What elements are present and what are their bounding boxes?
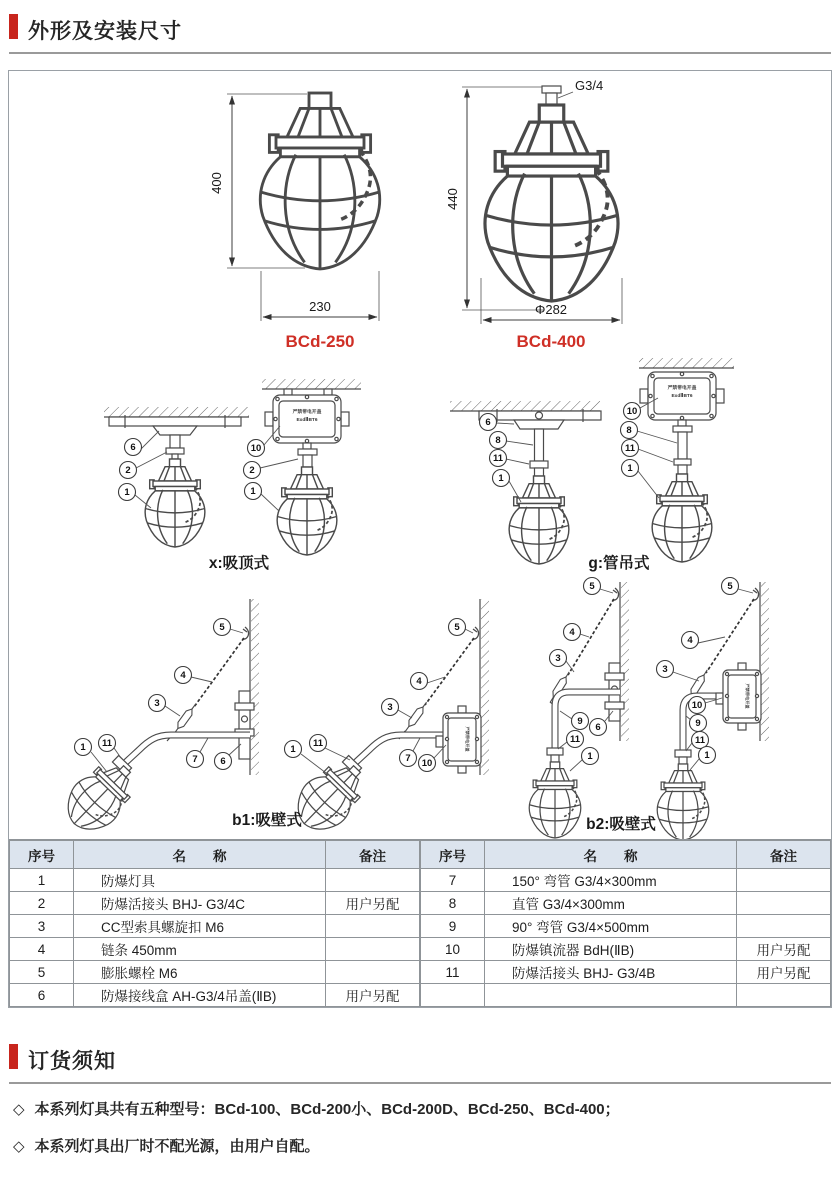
dim-height-250: 400 — [209, 172, 224, 194]
col-header-name: 名 称 — [74, 841, 326, 869]
callout-1 — [493, 470, 510, 487]
technical-drawings — [9, 71, 831, 839]
part-name: 防爆灯具 — [74, 869, 326, 892]
table-row — [421, 961, 831, 984]
svg-text:5: 5 — [219, 622, 225, 634]
part-note — [326, 938, 420, 961]
callout-11 — [692, 732, 709, 749]
warning-line2: ExdⅡBT6 — [671, 394, 693, 399]
table-header-row — [421, 841, 831, 869]
callout-7 — [400, 750, 417, 767]
part-note: 用户另配 — [737, 961, 831, 984]
callout-6 — [480, 414, 497, 431]
svg-text:3: 3 — [154, 698, 160, 710]
callout-1 — [285, 741, 302, 758]
diamond-bullet-icon: ◇ — [13, 1138, 25, 1155]
part-note — [737, 869, 831, 892]
svg-text:1: 1 — [290, 744, 296, 756]
callout-3 — [149, 695, 166, 712]
callout-3 — [382, 699, 399, 716]
warning-line1: 严禁带电开盖 — [667, 386, 697, 391]
table-row — [10, 869, 420, 892]
svg-text:11: 11 — [569, 734, 581, 746]
callout-10 — [624, 403, 641, 420]
part-no: 10 — [421, 938, 485, 961]
callouts-b2-left — [550, 578, 614, 772]
callout-8 — [490, 432, 507, 449]
table-row — [10, 961, 420, 984]
callout-1 — [622, 460, 639, 477]
part-note — [326, 915, 420, 938]
callout-5 — [449, 619, 466, 636]
svg-text:6: 6 — [130, 442, 136, 454]
dimensions-section-header — [9, 12, 831, 54]
warning-line1: 严禁带电开盖 — [292, 410, 322, 415]
section-accent-bar — [9, 1044, 18, 1069]
model-label-bcd-250: BCd-250 — [285, 332, 355, 351]
table-row — [10, 984, 420, 1007]
callout-1 — [119, 484, 136, 501]
callout-8 — [621, 422, 638, 439]
mount-g-label: g:管吊式 — [588, 555, 650, 572]
model-label-bcd-400: BCd-400 — [516, 332, 586, 351]
svg-text:1: 1 — [124, 487, 130, 499]
callout-6 — [590, 719, 607, 736]
mount-x-right — [262, 379, 361, 555]
svg-text:9: 9 — [577, 716, 583, 728]
ordering-notes — [9, 1098, 831, 1198]
ordering-note-1 — [13, 1098, 831, 1119]
svg-text:11: 11 — [101, 738, 113, 750]
part-name: 90° 弯管 G3/4×500mm — [485, 915, 737, 938]
callout-4 — [411, 673, 428, 690]
ordering-section-header — [9, 1042, 831, 1084]
mount-b2-right — [657, 582, 769, 839]
part-no: 1 — [10, 869, 74, 892]
warning-line2: ExdⅡBT6 — [296, 418, 318, 423]
col-header-no: 序号 — [421, 841, 485, 869]
table-row — [421, 938, 831, 961]
svg-text:11: 11 — [624, 443, 636, 455]
callouts-b1-left — [75, 619, 244, 773]
callout-3 — [657, 661, 674, 678]
svg-text:8: 8 — [626, 425, 632, 437]
svg-text:1: 1 — [587, 751, 593, 763]
svg-text:5: 5 — [454, 622, 460, 634]
parts-table-right — [420, 840, 831, 1007]
parts-table-left — [9, 840, 420, 1007]
callout-11 — [99, 735, 116, 752]
svg-text:1: 1 — [80, 742, 86, 754]
part-no: 3 — [10, 915, 74, 938]
part-name: 防爆活接头 BHJ- G3/4B — [485, 961, 737, 984]
ordering-note-2 — [13, 1135, 831, 1156]
callout-10 — [689, 697, 706, 714]
svg-text:8: 8 — [495, 435, 501, 447]
svg-text:10: 10 — [250, 443, 262, 455]
part-no: 7 — [421, 869, 485, 892]
svg-text:3: 3 — [387, 702, 393, 714]
part-note — [737, 915, 831, 938]
dim-height-400: 440 — [445, 188, 460, 210]
col-header-note: 备注 — [737, 841, 831, 869]
callout-5 — [584, 578, 601, 595]
part-no — [421, 984, 485, 1007]
part-note: 用户另配 — [737, 938, 831, 961]
part-name: 直管 G3/4×300mm — [485, 892, 737, 915]
parts-tables — [9, 839, 831, 1007]
callout-7 — [187, 751, 204, 768]
callout-5 — [722, 578, 739, 595]
table-row — [421, 915, 831, 938]
callout-1 — [699, 747, 716, 764]
callout-4 — [175, 667, 192, 684]
section-accent-bar — [9, 14, 18, 39]
callout-6 — [215, 753, 232, 770]
mount-g-left — [450, 401, 601, 564]
svg-text:5: 5 — [589, 581, 595, 593]
part-note: 用户另配 — [326, 984, 420, 1007]
col-header-no: 序号 — [10, 841, 74, 869]
svg-text:1: 1 — [498, 473, 504, 485]
page-title: 外形及安装尺寸 — [28, 20, 182, 43]
svg-text:10: 10 — [691, 700, 703, 712]
svg-text:3: 3 — [555, 653, 561, 665]
part-no: 2 — [10, 892, 74, 915]
part-name: 防爆活接头 BHJ- G3/4C — [74, 892, 326, 915]
svg-text:10: 10 — [626, 406, 638, 418]
part-no: 6 — [10, 984, 74, 1007]
note-text: 本系列灯具出厂时不配光源，由用户自配。 — [34, 1138, 320, 1155]
callout-6 — [125, 439, 142, 456]
diamond-bullet-icon: ◇ — [13, 1101, 25, 1118]
callout-3 — [550, 650, 567, 667]
svg-text:11: 11 — [312, 738, 324, 750]
drawing-frame — [8, 70, 832, 1008]
part-name: 150° 弯管 G3/4×300mm — [485, 869, 737, 892]
svg-text:6: 6 — [595, 722, 601, 734]
callout-10 — [419, 755, 436, 772]
warning-line1: 严禁带电开盖 — [465, 726, 470, 752]
callout-9 — [572, 713, 589, 730]
callout-4 — [564, 624, 581, 641]
svg-text:4: 4 — [180, 670, 186, 682]
part-no: 8 — [421, 892, 485, 915]
bcd-400-drawing — [445, 78, 622, 351]
callout-2 — [120, 462, 137, 479]
warning-line1: 严禁带电开盖 — [745, 683, 750, 709]
svg-text:2: 2 — [249, 465, 255, 477]
part-note — [737, 984, 831, 1007]
table-row — [421, 869, 831, 892]
part-no: 4 — [10, 938, 74, 961]
part-no: 9 — [421, 915, 485, 938]
ordering-title: 订货须知 — [28, 1050, 116, 1073]
callout-9 — [690, 715, 707, 732]
callout-5 — [214, 619, 231, 636]
svg-text:7: 7 — [192, 754, 198, 766]
callout-10 — [248, 440, 265, 457]
dim-width-400: Φ282 — [534, 302, 568, 317]
part-name: 膨胀螺栓 M6 — [74, 961, 326, 984]
part-no: 11 — [421, 961, 485, 984]
svg-text:3: 3 — [662, 664, 668, 676]
col-header-note: 备注 — [326, 841, 420, 869]
svg-text:4: 4 — [569, 627, 575, 639]
svg-text:11: 11 — [492, 453, 504, 465]
table-row — [10, 915, 420, 938]
mount-g-right — [639, 358, 734, 562]
part-note — [326, 961, 420, 984]
part-name — [485, 984, 737, 1007]
mount-x-label: x:吸顶式 — [208, 555, 270, 572]
part-no: 5 — [10, 961, 74, 984]
mount-b2-label: b2:吸壁式 — [586, 816, 656, 833]
svg-text:9: 9 — [695, 718, 701, 730]
table-row — [421, 984, 831, 1007]
bcd-250-drawing — [209, 93, 380, 351]
table-row — [10, 938, 420, 961]
svg-text:1: 1 — [704, 750, 710, 762]
svg-text:1: 1 — [627, 463, 633, 475]
part-name: 链条 450mm — [74, 938, 326, 961]
callout-4 — [682, 632, 699, 649]
thread-label-g34: G3/4 — [575, 78, 604, 93]
svg-text:1: 1 — [250, 486, 256, 498]
svg-text:6: 6 — [220, 756, 226, 768]
callout-11 — [310, 735, 327, 752]
dim-width-250: 230 — [309, 299, 331, 314]
callout-1 — [75, 739, 92, 756]
table-row — [421, 892, 831, 915]
col-header-name: 名 称 — [485, 841, 737, 869]
svg-text:4: 4 — [416, 676, 422, 688]
part-name: 防爆镇流器 BdH(ⅡB) — [485, 938, 737, 961]
callout-11 — [567, 731, 584, 748]
svg-text:4: 4 — [687, 635, 693, 647]
callout-11 — [622, 440, 639, 457]
table-row — [10, 892, 420, 915]
svg-text:6: 6 — [485, 417, 491, 429]
note-text: 本系列灯具共有五种型号：BCd-100、BCd-200小、BCd-200D、BCd-250、BCd-400； — [34, 1101, 620, 1118]
svg-text:10: 10 — [421, 758, 433, 770]
svg-text:7: 7 — [405, 753, 411, 765]
callout-11 — [490, 450, 507, 467]
mount-b1-label: b1:吸壁式 — [232, 812, 302, 829]
svg-text:5: 5 — [727, 581, 733, 593]
part-note — [326, 869, 420, 892]
svg-text:11: 11 — [694, 735, 706, 747]
svg-text:2: 2 — [125, 465, 131, 477]
part-name: CC型索具螺旋扣 M6 — [74, 915, 326, 938]
part-note: 用户另配 — [326, 892, 420, 915]
mount-b2-left — [529, 582, 629, 838]
mount-b1-left — [56, 599, 259, 839]
callout-2 — [244, 462, 261, 479]
part-note — [737, 892, 831, 915]
callout-1 — [582, 748, 599, 765]
callout-1 — [245, 483, 262, 500]
table-header-row — [10, 841, 420, 869]
part-name: 防爆接线盒 AH-G3/4吊盖(ⅡB) — [74, 984, 326, 1007]
